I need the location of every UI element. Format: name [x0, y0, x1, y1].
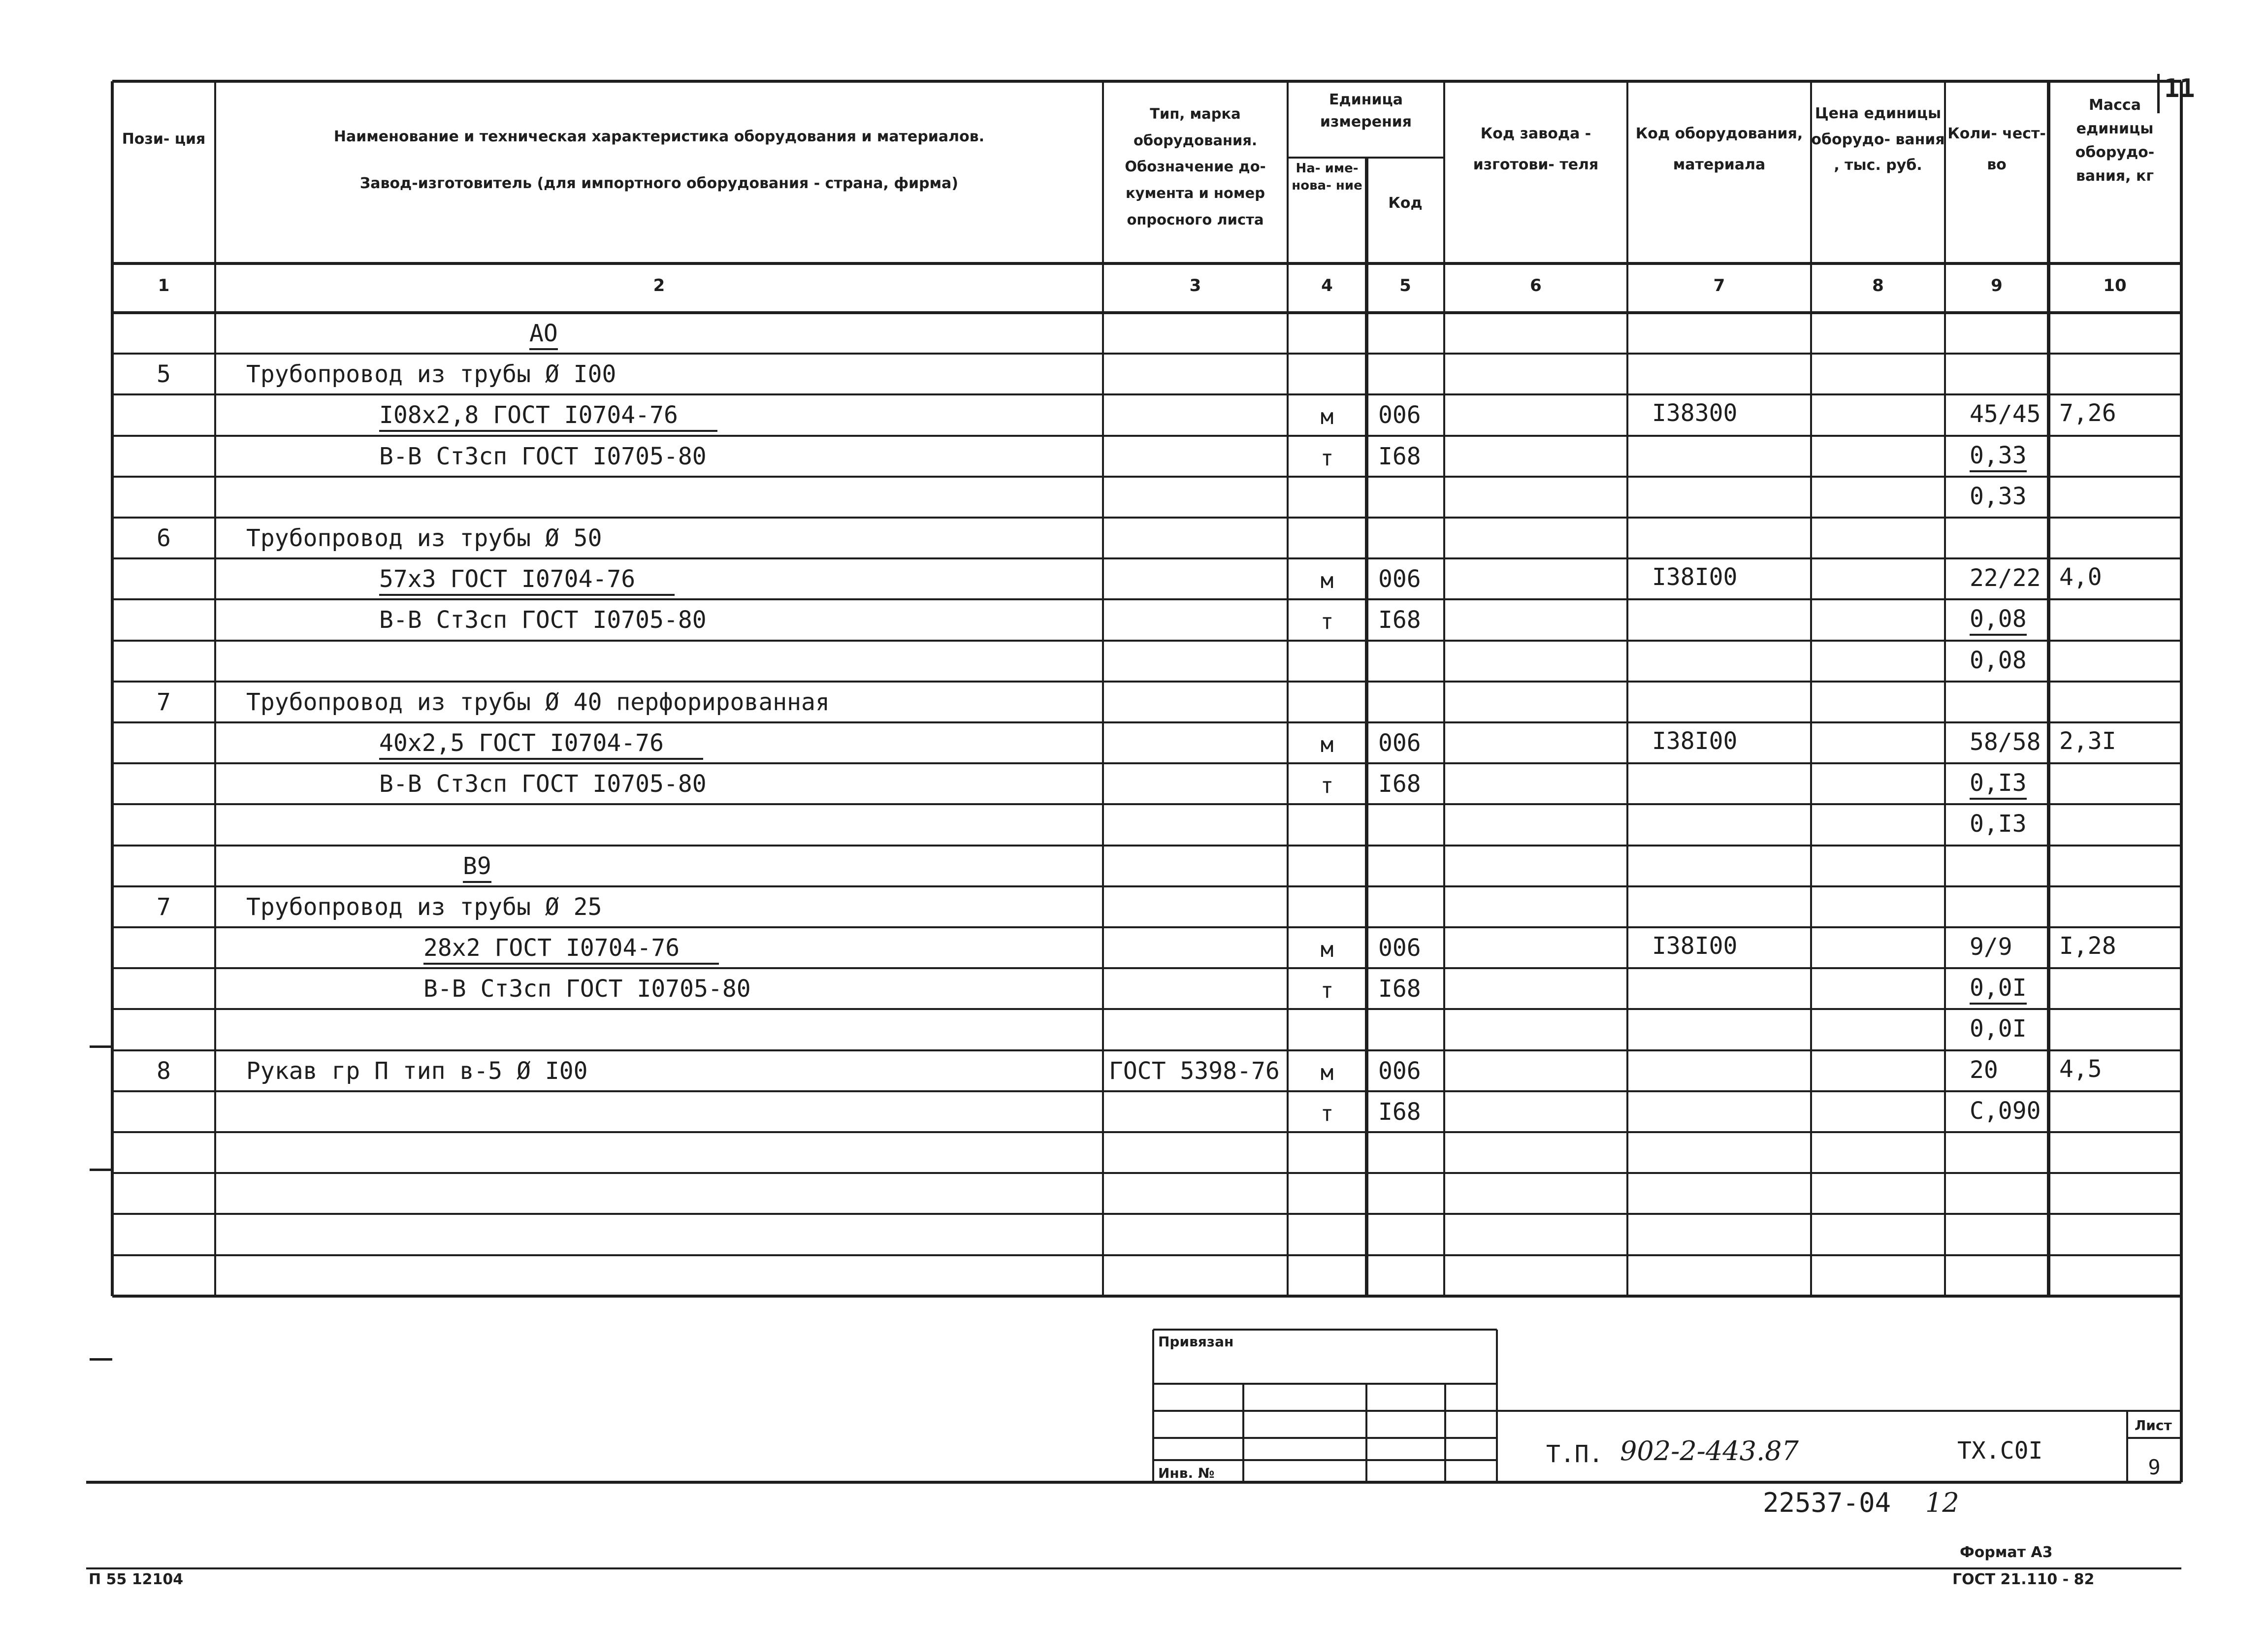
stamp-inventory-label: Инв. № — [1158, 1465, 1215, 1481]
row-rule — [112, 1172, 2181, 1174]
archive-number: 22537-04 — [1763, 1487, 1891, 1518]
section-label: АО — [529, 320, 558, 350]
row-rule — [112, 1090, 2181, 1092]
stamp-sheet-code: ТХ.С0I — [1957, 1437, 2043, 1465]
row-quantity: 20 — [1970, 1056, 1998, 1084]
column-number-5: 5 — [1399, 276, 1411, 295]
column-number-1: 1 — [158, 276, 170, 295]
row-equipment-code: I38I00 — [1652, 727, 1738, 755]
row-quantity: 0,I3 — [1970, 769, 2027, 800]
row-type: ГОСТ 5398-76 — [1109, 1057, 1280, 1085]
stamp-doc-number: 902-2-443.87 — [1620, 1435, 1799, 1466]
column-numbers-bottom-border — [112, 311, 2181, 314]
row-name: 40x2,5 ГОСТ I0704-76 — [379, 729, 703, 760]
row-unit: м — [1320, 732, 1334, 757]
row-unit-code: I68 — [1378, 442, 1421, 470]
row-rule — [112, 681, 2181, 683]
row-name: В-В Ст3сп ГОСТ I0705-80 — [423, 975, 751, 1003]
row-position: 7 — [157, 688, 171, 716]
row-unit-code: 006 — [1378, 565, 1421, 593]
stamp-sheet-label: Лист — [2135, 1417, 2172, 1434]
header-equipment-code: Код оборудования, материала — [1635, 125, 1803, 173]
row-quantity: 0,08 — [1970, 605, 2027, 636]
row-quantity: 22/22 — [1970, 564, 2041, 592]
row-quantity: С,090 — [1970, 1097, 2041, 1125]
column-number-6: 6 — [1530, 276, 1542, 295]
row-unit: м — [1320, 568, 1334, 594]
row-name: Трубопровод из трубы Ø 25 — [246, 893, 602, 921]
row-name: 28x2 ГОСТ I0704-76 — [423, 934, 719, 965]
row-equipment-code: I38I00 — [1652, 932, 1738, 960]
header-name-line1: Наименование и техническая характеристика оборудования и материалов. — [333, 128, 985, 145]
header-bottom-border — [112, 262, 2181, 265]
stamp-attached-label: Привязан — [1158, 1334, 1234, 1350]
header-unit-name: На- име- нова- ние — [1292, 161, 1362, 194]
row-unit-code: I68 — [1378, 606, 1421, 634]
row-name: 57x3 ГОСТ I0704-76 — [379, 565, 675, 596]
row-rule — [112, 803, 2181, 805]
column-rule — [2047, 81, 2050, 1296]
row-unit: м — [1320, 404, 1334, 430]
row-unit-code: 006 — [1378, 1057, 1421, 1085]
column-number-7: 7 — [1713, 276, 1725, 295]
row-mass: I,28 — [2059, 932, 2116, 960]
column-number-4: 4 — [1321, 276, 1333, 295]
row-unit: т — [1320, 773, 1334, 799]
footer-format: Формат А3 — [1960, 1544, 2053, 1561]
column-rule — [1944, 81, 1946, 1296]
row-name: Трубопровод из трубы Ø I00 — [246, 360, 616, 389]
column-number-3: 3 — [1189, 276, 1201, 295]
row-mass: 2,3I — [2059, 727, 2116, 755]
row-unit: т — [1320, 978, 1334, 1004]
row-equipment-code: I38300 — [1652, 399, 1738, 427]
row-rule — [112, 1008, 2181, 1010]
stamp-rule — [1365, 1384, 1367, 1482]
row-rule — [112, 1131, 2181, 1133]
row-rule — [112, 598, 2181, 600]
row-rule — [112, 845, 2181, 847]
column-number-2: 2 — [653, 276, 665, 295]
row-mass: 7,26 — [2059, 399, 2116, 427]
row-unit-code: I68 — [1378, 1098, 1421, 1126]
row-unit: т — [1320, 445, 1334, 471]
footer-left-code: П 55 12104 — [89, 1571, 184, 1588]
row-unit: м — [1320, 937, 1334, 962]
row-quantity: 0,I3 — [1970, 810, 2027, 838]
row-name: В-В Ст3сп ГОСТ I0705-80 — [379, 770, 707, 798]
row-position: 7 — [157, 893, 171, 921]
margin-tick — [90, 1045, 112, 1048]
row-unit-code: 006 — [1378, 729, 1421, 757]
row-name: Рукав гр П тип в-5 Ø I00 — [246, 1057, 588, 1085]
stamp-rule — [2127, 1437, 2181, 1439]
corner-mark — [2157, 74, 2160, 113]
stamp-doc-prefix: Т.П. — [1546, 1440, 1603, 1468]
stamp-rule — [1242, 1384, 1244, 1482]
row-rule — [112, 476, 2181, 478]
row-quantity: 0,33 — [1970, 442, 2027, 472]
row-unit: т — [1320, 609, 1334, 635]
column-number-9: 9 — [1991, 276, 2003, 295]
row-quantity: 58/58 — [1970, 728, 2041, 756]
table-top-border — [112, 80, 2181, 83]
row-name: В-В Ст3сп ГОСТ I0705-80 — [379, 606, 707, 634]
header-mass: Масса единицы оборудо- вания, кг — [2075, 97, 2155, 185]
stamp-rule — [1496, 1330, 1498, 1482]
row-rule — [112, 926, 2181, 928]
row-rule — [112, 885, 2181, 887]
row-quantity: 9/9 — [1970, 933, 2012, 961]
row-position: 8 — [157, 1057, 171, 1085]
archive-suffix: 12 — [1925, 1487, 1959, 1518]
column-rule — [1102, 81, 1104, 1296]
row-name: Трубопровод из трубы Ø 40 перфорированная — [246, 688, 830, 716]
row-rule — [112, 1254, 2181, 1256]
stamp-rule — [1153, 1329, 1497, 1331]
row-rule — [112, 435, 2181, 437]
row-mass: 4,5 — [2059, 1055, 2102, 1083]
row-unit-code: 006 — [1378, 934, 1421, 962]
stamp-rule — [1152, 1330, 1154, 1482]
section-label: В9 — [463, 852, 491, 883]
stamp-rule — [1444, 1384, 1446, 1482]
header-price: Цена единицы оборудо- вания , тыс. руб. — [1811, 105, 1945, 174]
margin-tick — [90, 1358, 112, 1361]
header-position: Пози- ция — [122, 130, 206, 148]
row-name: Трубопровод из трубы Ø 50 — [246, 524, 602, 552]
table-body-bottom-border — [112, 1295, 2181, 1298]
header-quantity: Коли- чест- во — [1947, 125, 2046, 173]
header-plant-code: Код завода - изготови- теля — [1473, 125, 1599, 173]
stamp-rule — [1497, 1410, 2181, 1412]
row-rule — [112, 1213, 2181, 1215]
footer-rule — [86, 1567, 2181, 1569]
row-unit-code: I68 — [1378, 975, 1421, 1003]
row-mass: 4,0 — [2059, 563, 2102, 591]
row-quantity: 0,0I — [1970, 974, 2027, 1005]
row-unit: м — [1320, 1060, 1334, 1085]
margin-tick — [90, 1169, 112, 1171]
row-unit-code: I68 — [1378, 770, 1421, 798]
row-rule — [112, 967, 2181, 969]
row-rule — [112, 393, 2181, 395]
column-rule — [1626, 81, 1628, 1296]
row-unit-code: 006 — [1378, 401, 1421, 429]
row-quantity: 0,33 — [1970, 482, 2027, 510]
header-name-line2: Завод-изготовитель (для импортного оборудования - страна, фирма) — [359, 175, 959, 192]
row-rule — [112, 762, 2181, 764]
column-rule — [1810, 81, 1812, 1296]
row-position: 6 — [157, 524, 171, 552]
row-name: I08x2,8 ГОСТ I0704-76 — [379, 401, 717, 432]
column-number-10: 10 — [2103, 276, 2127, 295]
row-position: 5 — [157, 360, 171, 389]
stamp-sheet-number: 9 — [2148, 1455, 2161, 1479]
row-quantity: 0,08 — [1970, 646, 2027, 674]
row-rule — [112, 517, 2181, 519]
header-type: Тип, марка оборудования. Обозначение до- кумента и номер опросного листа — [1125, 105, 1266, 228]
header-unit-code: Код — [1388, 195, 1423, 212]
row-name: В-В Ст3сп ГОСТ I0705-80 — [379, 442, 707, 470]
footer-gost: ГОСТ 21.110 - 82 — [1952, 1571, 2095, 1588]
unit-group-divider — [1288, 157, 1444, 159]
column-rule — [1443, 81, 1445, 1296]
row-unit: т — [1320, 1101, 1334, 1126]
row-quantity: 45/45 — [1970, 400, 2041, 428]
row-rule — [112, 721, 2181, 723]
corner-page-number: 11 — [2164, 74, 2195, 103]
row-equipment-code: I38I00 — [1652, 563, 1738, 591]
row-rule — [112, 1049, 2181, 1051]
row-quantity: 0,0I — [1970, 1015, 2027, 1043]
sheet-trim-line — [86, 1481, 2181, 1484]
row-rule — [112, 353, 2181, 355]
column-number-8: 8 — [1872, 276, 1884, 295]
row-rule — [112, 557, 2181, 559]
header-unit-group: Единица измерения — [1320, 91, 1412, 130]
row-rule — [112, 640, 2181, 642]
